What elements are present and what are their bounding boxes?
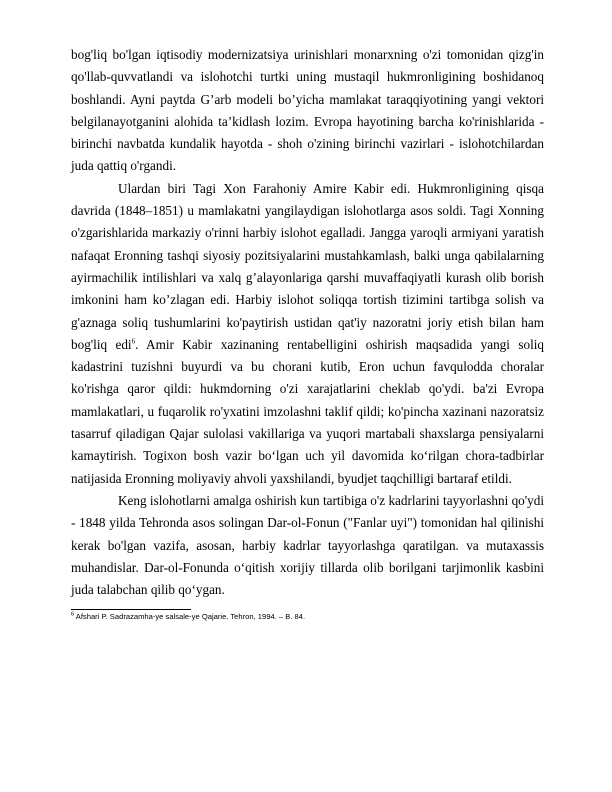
footnote-text: Afshari P. Sadrazamha-ye salsale-ye Qajarie. Tehron, 1994. – B. 84. (74, 612, 306, 622)
paragraph-2-text-b: . Amir Kabir xazinaning rentabelligini oshirish maqsadida yangi soliq kadastrini tuzishni buyurdi va bu chorani kutib, Eron uchun favqulodda choralar ko'rishga qaror qildi: hukmdorning o'zi xarajatlarini cheklab qo'ydi. ba'zi Evropa mamlakatlari, u fuqarolik ro'yxatini imzolashni taklif qildi; ko'pincha xazinani nazoratsiz tasarruf qiladigan Qajar sulolasi vakillariga va yuqori martabali shaxslarga pensiyalarni kamaytirish. Togixon bosh vazir bo‘lgan uch yil davomida ko‘rilgan chora-tadbirlar natijasida Eronning moliyaviy ahvoli yaxshilandi, byudjet taqchilligi bartaraf etildi. (71, 336, 544, 486)
footnote-separator (71, 609, 191, 610)
paragraph-3: Keng islohotlarni amalga oshirish kun tartibiga o'z kadrlarini tayyorlashni qo'ydi - 1848 yilda Tehronda asos solingan Dar-ol-Fonun ("Fanlar uyi") tomonidan hal qilinishi kerak bo'lgan vazifa, asosan, harbiy kadrlar tayyorlashga qaratilgan. va mutaxassis muhandislar. Dar-ol-Fonunda o‘qitish xorijiy tillarda olib borilgani tarjimonlik kasbini juda talabchan qilib qo‘ygan. (71, 492, 544, 598)
footnote-marker: 6 (71, 611, 75, 618)
document-page (71, 44, 544, 622)
footnote (71, 612, 544, 622)
paragraph-1: bog'liq bo'lgan iqtisodiy modernizatsiya urinishlari monarxning o'zi tomonidan qizg'in qo'llab-quvvatlandi va islohotchi turtki uning mustaqil hukmronligining boshidanoq boshlandi. Ayni paytda G’arb modeli bo’yicha mamlakat taraqqiyotining yangi vektori belgilanayotganini alohida ta’kidlash lozim. Evropa hayotining barcha ko'rinishlarida - birinchi navbatda kundalik hayotda - shoh o'zining birinchi vazirlari - islohotchilardan juda qattiq o'rgandi. (71, 47, 544, 174)
footnote-reference[interactable]: 6 (131, 337, 136, 346)
paragraph-2-text-a: Ulardan biri Tagi Xon Farahoniy Amire Kabir edi. Hukmronligining qisqa davrida (1848–1851) u mamlakatni yangilaydigan islohotlarga asos soldi. Tagi Xonning o'zgarishlarida markaziy o'rinni harbiy islohot egalladi. Jangga yaroqli armiyani yaratish nafaqat Eronning tashqi siyosiy pozitsiyalarini mustahkamlash, balki unga qabilalarning ayirmachilik intilishlari va xalq g’alayonlariga qarshi muvaffaqiyatli kurash olib borish imkonini ham ko’zlagan edi. Harbiy islohot soliqqa tortish tizimini tartibga solish va g'aznaga soliq tushumlarini ko'paytirish ustidan qat'iy nazoratni joriy etish bilan ham bog'liq edi (71, 180, 544, 352)
paragraph-2 (71, 178, 544, 490)
